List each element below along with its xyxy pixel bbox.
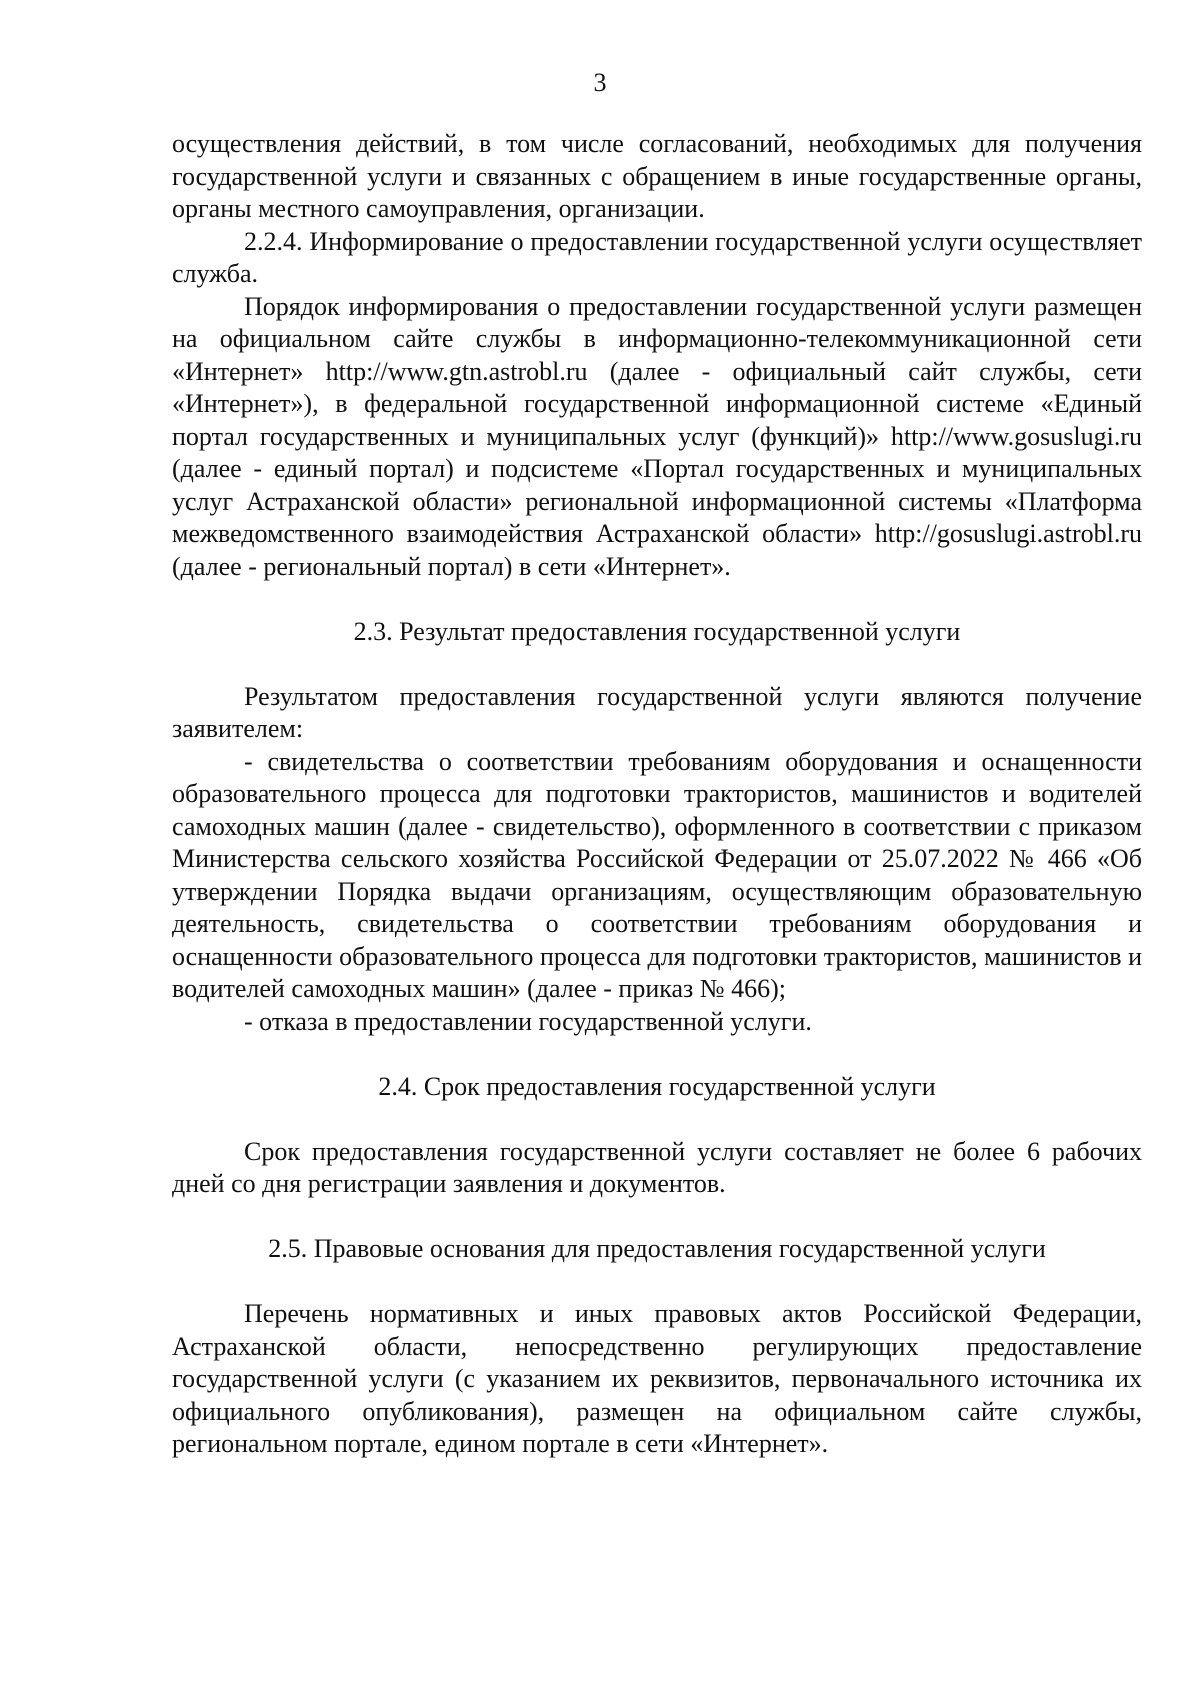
paragraph-continuation: осуществления действий, в том числе согласований, необходимых для получения государственной услуги и связанных с обращением в иные государственные органы, органы местного самоуправления, организации. [172,129,1142,223]
spacer [172,648,1142,681]
paragraph-informing-procedure: Порядок информирования о предоставлении государственной услуги размещен на официальном сайте службы в информационно-телекоммуникационной сети «Интернет» http://www.gtn.astrobl.ru (далее - официальный сайт службы, сети «Интернет»), в федеральной государственной информационной системе «Единый портал государственных и муниципальных услуг (функций)» http://www.gosuslugi.ru (далее - единый портал) и подсистеме «Портал государственных и муниципальных услуг Астраханской области» региональной информационной системы «Платформа межведомственного взаимодействия Астраханской области» http://gosuslugi.astrobl.ru (далее - региональный портал) в сети «Интернет». [172,291,1142,581]
section-heading-2-4: 2.4. Срок предоставления государственной услуги [378,1071,936,1101]
spacer [172,1266,1142,1299]
document-body [172,128,1142,1461]
spacer [172,1038,1142,1071]
spacer [172,1103,1142,1136]
paragraph-result-intro: Результатом предоставления государственной услуги являются получение заявителем: [172,681,1142,743]
spacer [172,1201,1142,1234]
section-heading-2-3: 2.3. Результат предоставления государственной услуги [353,616,961,646]
paragraph-legal-acts: Перечень нормативных и иных правовых актов Российской Федерации, Астраханской области, непосредственно регулирующих предоставление государственной услуги (с указанием их реквизитов, первоначального источника их официального опубликования), размещен на официальном сайте службы, региональном портале, едином портале в сети «Интернет». [172,1299,1142,1458]
list-item-certificate: - свидетельства о соответствии требованиям оборудования и оснащенности образовательного процесса для подготовки трактористов, машинистов и водителей самоходных машин (далее - свидетельство), оформленного в соответствии с приказом Министерства сельского хозяйства Российской Федерации от 25.07.2022 № 466 «Об утверждении Порядка выдачи организациям, осуществляющим образовательную деятельность, свидетельства о соответствии требованиям оборудования и оснащенности образовательного процесса для подготовки трактористов, машинистов и водителей самоходных машин» (далее - приказ № 466); [172,746,1142,1003]
page-number: 3 [593,68,607,97]
list-item-refusal: - отказа в предоставлении государственной услуги. [244,1006,812,1036]
spacer [172,583,1142,616]
section-heading-2-5: 2.5. Правовые основания для предоставления государственной услуги [268,1234,1046,1263]
paragraph-2-2-4: 2.2.4. Информирование о предоставлении государственной услуги осуществляет служба. [172,226,1142,288]
paragraph-term: Срок предоставления государственной услуги составляет не более 6 рабочих дней со дня регистрации заявления и документов. [172,1136,1142,1198]
